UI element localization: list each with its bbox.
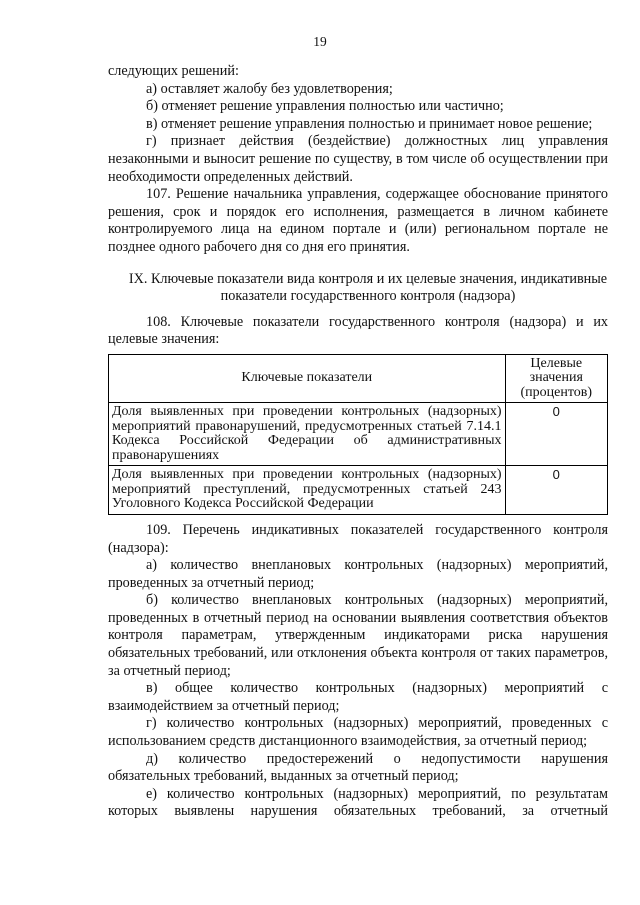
indicator-item-d: г) количество контрольных (надзорных) мероприятий, проведенных с использованием средств дистанционного взаимодействия, за отчетный период; [108,715,608,750]
column-header-target-value: Целевые значения (процентов) [505,354,607,403]
indicator-item-e: д) количество предостережений о недопустимости нарушения обязательных требований, выданных за отчетный период; [108,750,608,785]
page-number: 19 [313,34,327,49]
decision-item-d: г) признает действия (бездействие) должностных лиц управления незаконными и выносит решение по существу, в том числе об осуществлении при необходимости определенных действий. [108,133,608,185]
key-indicators-table [108,354,608,515]
document-body [108,63,608,821]
decision-item-c: в) отменяет решение управления полностью и принимает новое решение; [146,115,593,132]
table-row [109,466,608,515]
indicator-cell: Доля выявленных при проведении контрольных (надзорных) мероприятий правонарушений, предусмотренных статьей 7.14.1 Кодекса Российской Федерации об административных правонарушениях [109,403,506,466]
target-value-cell: 0 [505,403,607,466]
indicator-item-b: б) количество внеплановых контрольных (надзорных) мероприятий, проведенных в отчетный период на основании выявления соответствия объектов контроля параметрам, утвержденным индикаторами риска нарушения обязательных требований, или отклонения объекта контроля от таких параметров, за отчетный период; [108,592,608,679]
column-header-indicator: Ключевые показатели [109,354,506,403]
intro-text: следующих решений: [108,63,239,79]
section-heading: IX. Ключевые показатели вида контроля и их целевые значения, индикативные показатели государственного контроля (надзора) [128,270,608,305]
paragraph-108: 108. Ключевые показатели государственного контроля (надзора) и их целевые значения: [108,313,608,348]
target-value-cell: 0 [505,466,607,515]
paragraph-107: 107. Решение начальника управления, содержащее обоснование принятого решения, срок и порядок его исполнения, размещается в личном кабинете контролируемого лица на едином портале и (или) региональном портале не позднее одного рабочего дня со дня его принятия. [108,186,608,255]
table-header-row [109,354,608,403]
decision-item-a: а) оставляет жалобу без удовлетворения; [146,80,393,97]
indicator-cell: Доля выявленных при проведении контрольных (надзорных) мероприятий преступлений, предусмотренных статьей 243 Уголовного Кодекса Российской Федерации [109,466,506,515]
decision-item-b: б) отменяет решение управления полностью или частично; [146,98,504,115]
table-row [109,403,608,466]
indicator-item-f: е) количество контрольных (надзорных) мероприятий, по результатам которых выявлены нарушения обязательных требований, за отчетный [108,785,608,820]
indicator-item-c: в) общее количество контрольных (надзорных) мероприятий с взаимодействием за отчетный период; [108,680,608,714]
paragraph-109: 109. Перечень индикативных показателей государственного контроля (надзора): [108,521,608,556]
indicator-item-a: а) количество внеплановых контрольных (надзорных) мероприятий, проведенных за отчетный период; [108,557,608,591]
